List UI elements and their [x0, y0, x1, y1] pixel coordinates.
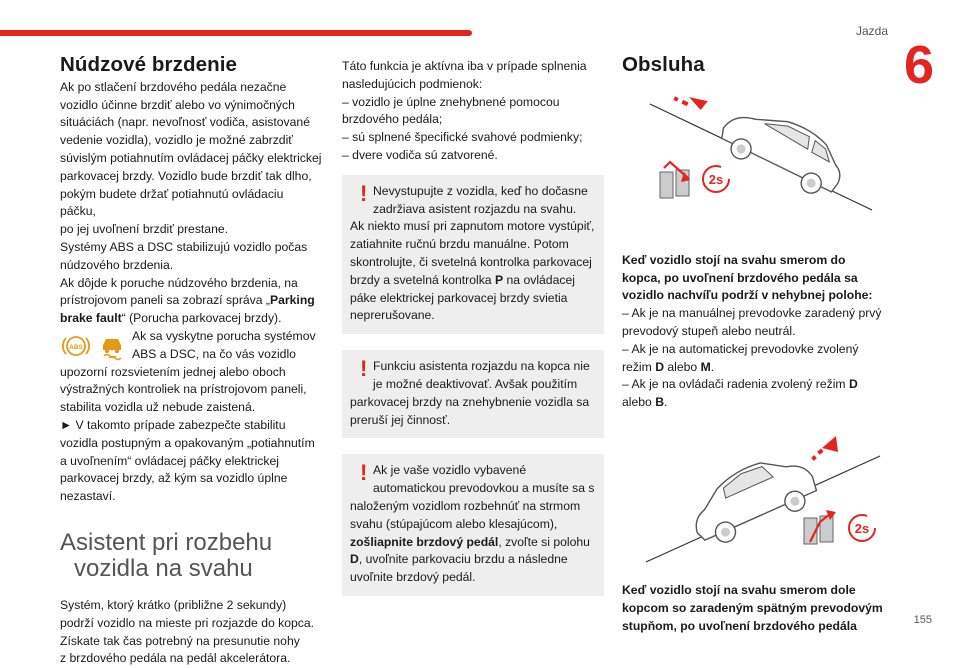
paragraph-downhill-bold: Keď vozidlo stojí na svahu smerom dole kopcom so zaradeným spätným prevodovým stupňom, po uvoľnení brzdového pedála	[622, 582, 883, 633]
warning-exclamation-icon: !	[360, 460, 368, 486]
column-3	[622, 53, 892, 635]
column-2	[342, 58, 604, 596]
list-uphill-conditions: – Ak je na manuálnej prevodovke zaradený prvý prevodový stupeň alebo neutrál. – Ak je na automatickej prevodovke zvolený režim D alebo M. – Ak je na ovládači radenia zvolený režim D alebo B.	[622, 306, 882, 410]
warning-exclamation-icon: !	[360, 180, 368, 206]
chapter-number: 6	[903, 35, 934, 95]
paragraph-conditions: Táto funkcia je aktívna iba v prípade splnenia nasledujúcich podmienok: – vozidlo je úplne znehybnené pomocou brzdového pedála; – sú splnené špecifické svahové podmienky; – dvere vodiča sú zatvorené.	[342, 59, 587, 162]
warning-box-leave-vehicle: ! Nevystupujte z vozidla, keď ho dočasne zadržiava asistent rozjazdu na svahu. Ak niekto musí pri zapnutom motore vystúpiť, zatiahnite ručnú brzdu manuálne. Potom skontrolujte, či svetelná kontrolka parkovacej brzdy a svetelná kontrolka P na ovládacej páke elektrickej parkovacej brzdy svietia neprerušovane.	[342, 175, 604, 334]
column-1	[60, 53, 322, 668]
stability-control-warning-icon	[96, 331, 128, 361]
warning-box-automatic-gearbox: ! Ak je vaše vozidlo vybavené automatickou prevodovkou a musíte sa s naloženým vozidlom rozbehnúť na strmom svahu (stúpajúcom alebo klesajúcom), zošliapnite brzdový pedál, zvoľte si polohu D, uvoľnite parkovaciu brzdu a následne uvoľnite brzdový pedál.	[342, 454, 604, 596]
warning-exclamation-icon: !	[360, 356, 368, 382]
warning-lamps-row: ABS Ak sa vyskytne porucha systémov ABS a DSC, na čo vás vozidlo	[60, 328, 322, 364]
paragraph-hill-start-assist: Systém, ktorý krátko (približne 2 sekundy) podrží vozidlo na mieste pri rozjazde do kopca. Získate tak čas potrebný na presunutie nohy z brzdového pedála na pedál akcelerátora.	[60, 597, 315, 666]
header-accent-bar	[0, 30, 472, 36]
svg-text:ABS: ABS	[69, 343, 83, 351]
illustration-downhill	[622, 426, 892, 566]
paragraph-stability: upozorní rozsvietením jednej alebo oboch výstražných kontroliek na prístrojovom paneli, stabilita vozidla už nebude zaistená.	[60, 364, 307, 415]
warning-box-deactivation: ! Funkciu asistenta rozjazdu na kopca nie je možné deaktivovať. Avšak použitím parkovacej brzdy na znehybnenie vozidla sa preruší jej činnosť.	[342, 350, 604, 438]
paragraph-uphill-bold: Keď vozidlo stojí na svahu smerom do kopca, po uvoľnení brzdového pedála sa vozidlo nachvíľu podrží v nehybnej polohe:	[622, 252, 873, 303]
heading-emergency-braking: Núdzové brzdenie	[60, 53, 238, 76]
message-parking-brake-fault: Parking brake fault	[60, 293, 315, 326]
heading-hill-start-assist: Asistent pri rozbehu vozidla na svahu	[60, 528, 273, 582]
timer-2s-label: 2s	[854, 520, 870, 536]
paragraph-emergency-braking: Ak po stlačení brzdového pedála nezačne vozidlo účinne brzdiť alebo vo výnimočných situáciách (napr. nevoľnosť vodiča, asistované vedenie vozidla), vozidlo je možné zabrzdiť súvislým potiahnutím ovládacej páčky elektrickej parkovacej brzdy. Vozidlo bude brzdiť tak dlho, pokým budete držať potiahnutú ovládaciu páčku, po jej uvoľnení brzdiť prestane. Systémy ABS a DSC stabilizujú vozidlo počas núdzového brzdenia. Ak dôjde k poruche núdzového brzdenia, na prístrojovom paneli sa zobrazí správa „Parking brake fault“ (Porucha parkovacej brzdy).	[60, 79, 322, 326]
paragraph-instruction: ► V takomto prípade zabezpečte stabilitu vozidla postupným a opakovaným „potiahnutím a uvoľnením“ ovládacej páčky elektrickej parkovacej brzdy, až kým sa vozidlo úplne nezastaví.	[60, 417, 315, 504]
timer-2s-label: 2s	[708, 171, 724, 187]
page-number: 155	[913, 614, 932, 626]
heading-operation: Obsluha	[622, 53, 705, 76]
abs-warning-icon	[60, 331, 92, 361]
section-title: Jazda	[855, 24, 888, 38]
illustration-uphill	[622, 74, 892, 214]
